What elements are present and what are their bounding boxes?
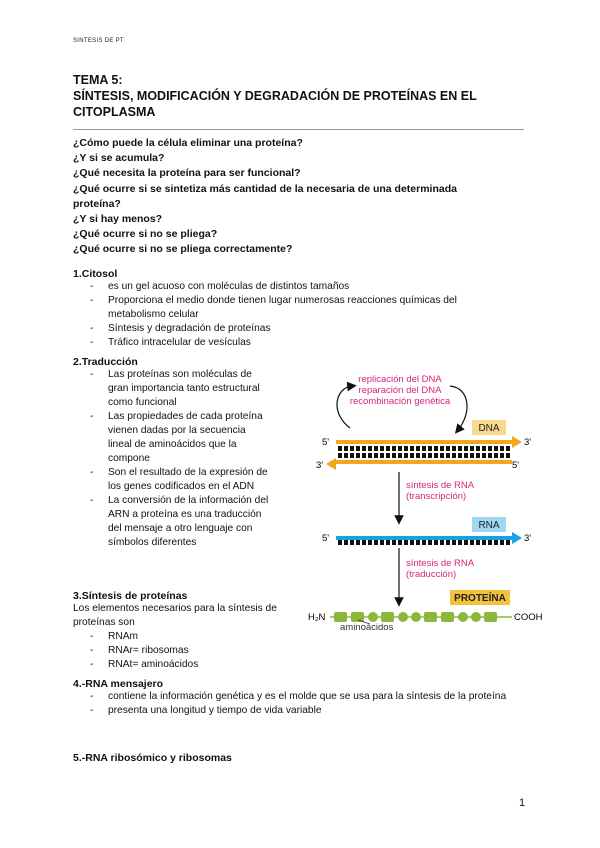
base-pair-top: [362, 446, 366, 451]
base-pair-top: [434, 446, 438, 451]
list-item: - RNAm: [90, 630, 293, 644]
amino-acid: [334, 612, 347, 622]
amino-acids-label: aminoácidos: [340, 622, 394, 630]
questions-block: [73, 136, 473, 258]
amino-acid: [351, 612, 364, 622]
rna-base: [380, 540, 384, 545]
base-pair-top: [476, 446, 480, 451]
base-pair-bottom: [386, 453, 390, 458]
rna-base: [458, 540, 462, 545]
base-pair-top: [368, 446, 372, 451]
right-loop-arrow: [450, 386, 467, 430]
list-item: - RNAr= ribosomas: [90, 644, 293, 658]
list-item: - Las proteínas son moléculas de gran importancia tanto estructural como funcional: [90, 368, 270, 410]
base-pair-top: [422, 446, 426, 451]
base-pair-bottom: [362, 453, 366, 458]
traduccion-list: [90, 368, 270, 550]
amino-acid: [381, 612, 394, 622]
base-pair-top: [440, 446, 444, 451]
replication-label: replicación del DNA: [358, 374, 442, 385]
rna-base: [434, 540, 438, 545]
base-pair-top: [416, 446, 420, 451]
rna-base: [356, 540, 360, 545]
base-pair-bottom: [476, 453, 480, 458]
question: ¿Y si se acumula?: [73, 152, 165, 165]
list-item: - Proporciona el medio donde tienen lugar numerosas reacciones químicas del metabolismo celular: [90, 294, 503, 322]
base-pair-top: [500, 446, 504, 451]
list-item: - RNAt= aminoácidos: [90, 658, 293, 672]
rna-base: [416, 540, 420, 545]
rna-base: [350, 540, 354, 545]
list-item: - Las propiedades de cada proteína vienen dadas por la secuencia lineal de aminoácidos que la compone: [90, 410, 270, 466]
base-pair-bottom: [404, 453, 408, 458]
base-pair-top: [488, 446, 492, 451]
base-pair-bottom: [350, 453, 354, 458]
question: ¿Qué necesita la proteína para ser funcional?: [73, 167, 301, 180]
base-pair-bottom: [482, 453, 486, 458]
section-heading: 2.Traducción: [73, 356, 138, 368]
protein-label: PROTEÍNA: [454, 593, 506, 604]
rna-base: [464, 540, 468, 545]
base-pair-bottom: [452, 453, 456, 458]
base-pair-bottom: [344, 453, 348, 458]
list-item: - Tráfico intracelular de vesículas: [90, 336, 503, 350]
base-pair-top: [494, 446, 498, 451]
amino-acid: [441, 612, 454, 622]
page-number: 1: [519, 797, 526, 809]
base-pair-bottom: [398, 453, 402, 458]
rna-strand: [336, 536, 512, 540]
list-item: - presenta una longitud y tiempo de vida variable: [90, 704, 510, 718]
base-pair-top: [338, 446, 342, 451]
citosol-list: [90, 280, 503, 350]
dna-bottom-3prime: 3': [316, 460, 324, 471]
rna-base: [344, 540, 348, 545]
base-pair-bottom: [506, 453, 510, 458]
base-pair-bottom: [380, 453, 384, 458]
base-pair-top: [452, 446, 456, 451]
translation-sub-label: (traducción): [406, 569, 457, 580]
base-pair-top: [392, 446, 396, 451]
sintesis-list: [90, 630, 293, 672]
rna-label: RNA: [478, 520, 500, 531]
dna-bottom-strand: [336, 460, 512, 464]
amino-acid: [484, 612, 497, 622]
rna-bases: [338, 540, 510, 545]
rna-base: [404, 540, 408, 545]
base-pair-bottom: [500, 453, 504, 458]
amino-acid: [411, 612, 421, 622]
dna-top-5prime: 5': [322, 437, 330, 448]
rna-base: [362, 540, 366, 545]
base-pair-top: [410, 446, 414, 451]
base-pair-top: [428, 446, 432, 451]
rna-base: [428, 540, 432, 545]
title-line-1: TEMA 5:: [73, 73, 123, 87]
base-pair-top: [386, 446, 390, 451]
base-pair-bottom: [470, 453, 474, 458]
central-dogma-figure: [300, 368, 548, 630]
section-intro: Los elementos necesarios para la síntesis de proteínas son: [73, 603, 277, 628]
rna-base: [470, 540, 474, 545]
base-pair-bottom: [458, 453, 462, 458]
base-pair-bottom: [434, 453, 438, 458]
c-terminus-label: COOH: [514, 612, 543, 623]
dna-top-arrowhead: [512, 436, 522, 448]
base-pair-top: [458, 446, 462, 451]
list-item: - contiene la información genética y es el molde que se usa para la síntesis de la proteína: [90, 690, 510, 704]
rna-base: [410, 540, 414, 545]
dna-base-pairs: [336, 446, 512, 458]
rna-base: [374, 540, 378, 545]
rna-base: [338, 540, 342, 545]
rna-base: [482, 540, 486, 545]
base-pair-top: [464, 446, 468, 451]
base-pair-bottom: [392, 453, 396, 458]
base-pair-bottom: [494, 453, 498, 458]
rna-5prime: 5': [322, 533, 330, 544]
transcription-label: síntesis de RNA: [406, 480, 475, 491]
base-pair-bottom: [422, 453, 426, 458]
left-loop-arrow: [337, 386, 352, 428]
base-pair-bottom: [356, 453, 360, 458]
rna-base: [494, 540, 498, 545]
section-sintesis: [73, 590, 293, 672]
base-pair-bottom: [440, 453, 444, 458]
rna-base: [398, 540, 402, 545]
page-header: SINTESIS DE PT: [73, 38, 124, 44]
section-citosol: [73, 268, 503, 350]
transcription-sub-label: (transcripción): [406, 491, 467, 502]
rna-arrowhead: [512, 532, 522, 544]
rna-base: [392, 540, 396, 545]
list-item: - es un gel acuoso con moléculas de distintos tamaños: [90, 280, 503, 294]
dna-bottom-arrowhead: [326, 458, 336, 470]
base-pair-top: [344, 446, 348, 451]
base-pair-bottom: [368, 453, 372, 458]
recombination-label: recombinación genética: [349, 396, 451, 407]
question: ¿Qué ocurre si no se pliega correctamente?: [73, 243, 293, 256]
mensajero-list: [90, 690, 510, 718]
section-traduccion: [73, 356, 283, 550]
rna-base: [422, 540, 426, 545]
section-heading: 4.-RNA mensajero: [73, 678, 164, 690]
rna-base: [440, 540, 444, 545]
title-line-2: SÍNTESIS, MODIFICACIÓN Y DEGRADACIÓN DE PROTEÍNAS EN EL CITOPLASMA: [73, 89, 477, 119]
amino-acid: [471, 612, 481, 622]
base-pair-top: [470, 446, 474, 451]
list-item: - Son el resultado de la expresión de los genes codificados en el ADN: [90, 466, 270, 494]
base-pair-bottom: [338, 453, 342, 458]
base-pair-top: [374, 446, 378, 451]
title-divider: [73, 129, 524, 130]
base-pair-top: [380, 446, 384, 451]
base-pair-top: [446, 446, 450, 451]
rna-base: [452, 540, 456, 545]
base-pair-bottom: [416, 453, 420, 458]
question: ¿Cómo puede la célula eliminar una proteína?: [73, 137, 303, 149]
section-heading-ribosomico: 5.-RNA ribosómico y ribosomas: [73, 752, 232, 764]
base-pair-top: [356, 446, 360, 451]
rna-base: [500, 540, 504, 545]
dna-bottom-5prime: 5': [512, 460, 520, 471]
dna-label: DNA: [478, 423, 500, 434]
list-item: - La conversión de la información del ARN a proteína es una traducción del mensaje a otro lenguaje con símbolos diferentes: [90, 494, 270, 550]
dna-top-3prime: 3': [524, 437, 532, 448]
rna-base: [446, 540, 450, 545]
base-pair-top: [398, 446, 402, 451]
rna-base: [476, 540, 480, 545]
rna-base: [506, 540, 510, 545]
amino-acid: [368, 612, 378, 622]
base-pair-top: [482, 446, 486, 451]
base-pair-top: [350, 446, 354, 451]
dna-top-strand: [336, 440, 512, 444]
base-pair-bottom: [464, 453, 468, 458]
n-terminus-label: H₂N: [308, 612, 326, 623]
rna-base: [368, 540, 372, 545]
base-pair-bottom: [410, 453, 414, 458]
rna-base: [488, 540, 492, 545]
base-pair-bottom: [374, 453, 378, 458]
amino-acid: [424, 612, 437, 622]
list-item: - Síntesis y degradación de proteínas: [90, 322, 503, 336]
base-pair-bottom: [446, 453, 450, 458]
repair-label: reparación del DNA: [358, 385, 442, 396]
translation-label: síntesis de RNA: [406, 558, 475, 569]
section-heading: 3.Síntesis de proteínas: [73, 590, 188, 602]
amino-acid: [398, 612, 408, 622]
section-mensajero: [73, 678, 523, 718]
section-heading: 1.Citosol: [73, 268, 118, 280]
question: ¿Qué ocurre si no se pliega?: [73, 228, 218, 241]
amino-acid: [458, 612, 468, 622]
question: ¿Qué ocurre si se sintetiza más cantidad de la necesaria de una determinada proteína?: [73, 182, 457, 210]
document-title: [73, 72, 533, 120]
rna-base: [386, 540, 390, 545]
base-pair-bottom: [488, 453, 492, 458]
base-pair-top: [506, 446, 510, 451]
rna-3prime: 3': [524, 533, 532, 544]
question: ¿Y si hay menos?: [73, 213, 163, 226]
base-pair-bottom: [428, 453, 432, 458]
base-pair-top: [404, 446, 408, 451]
